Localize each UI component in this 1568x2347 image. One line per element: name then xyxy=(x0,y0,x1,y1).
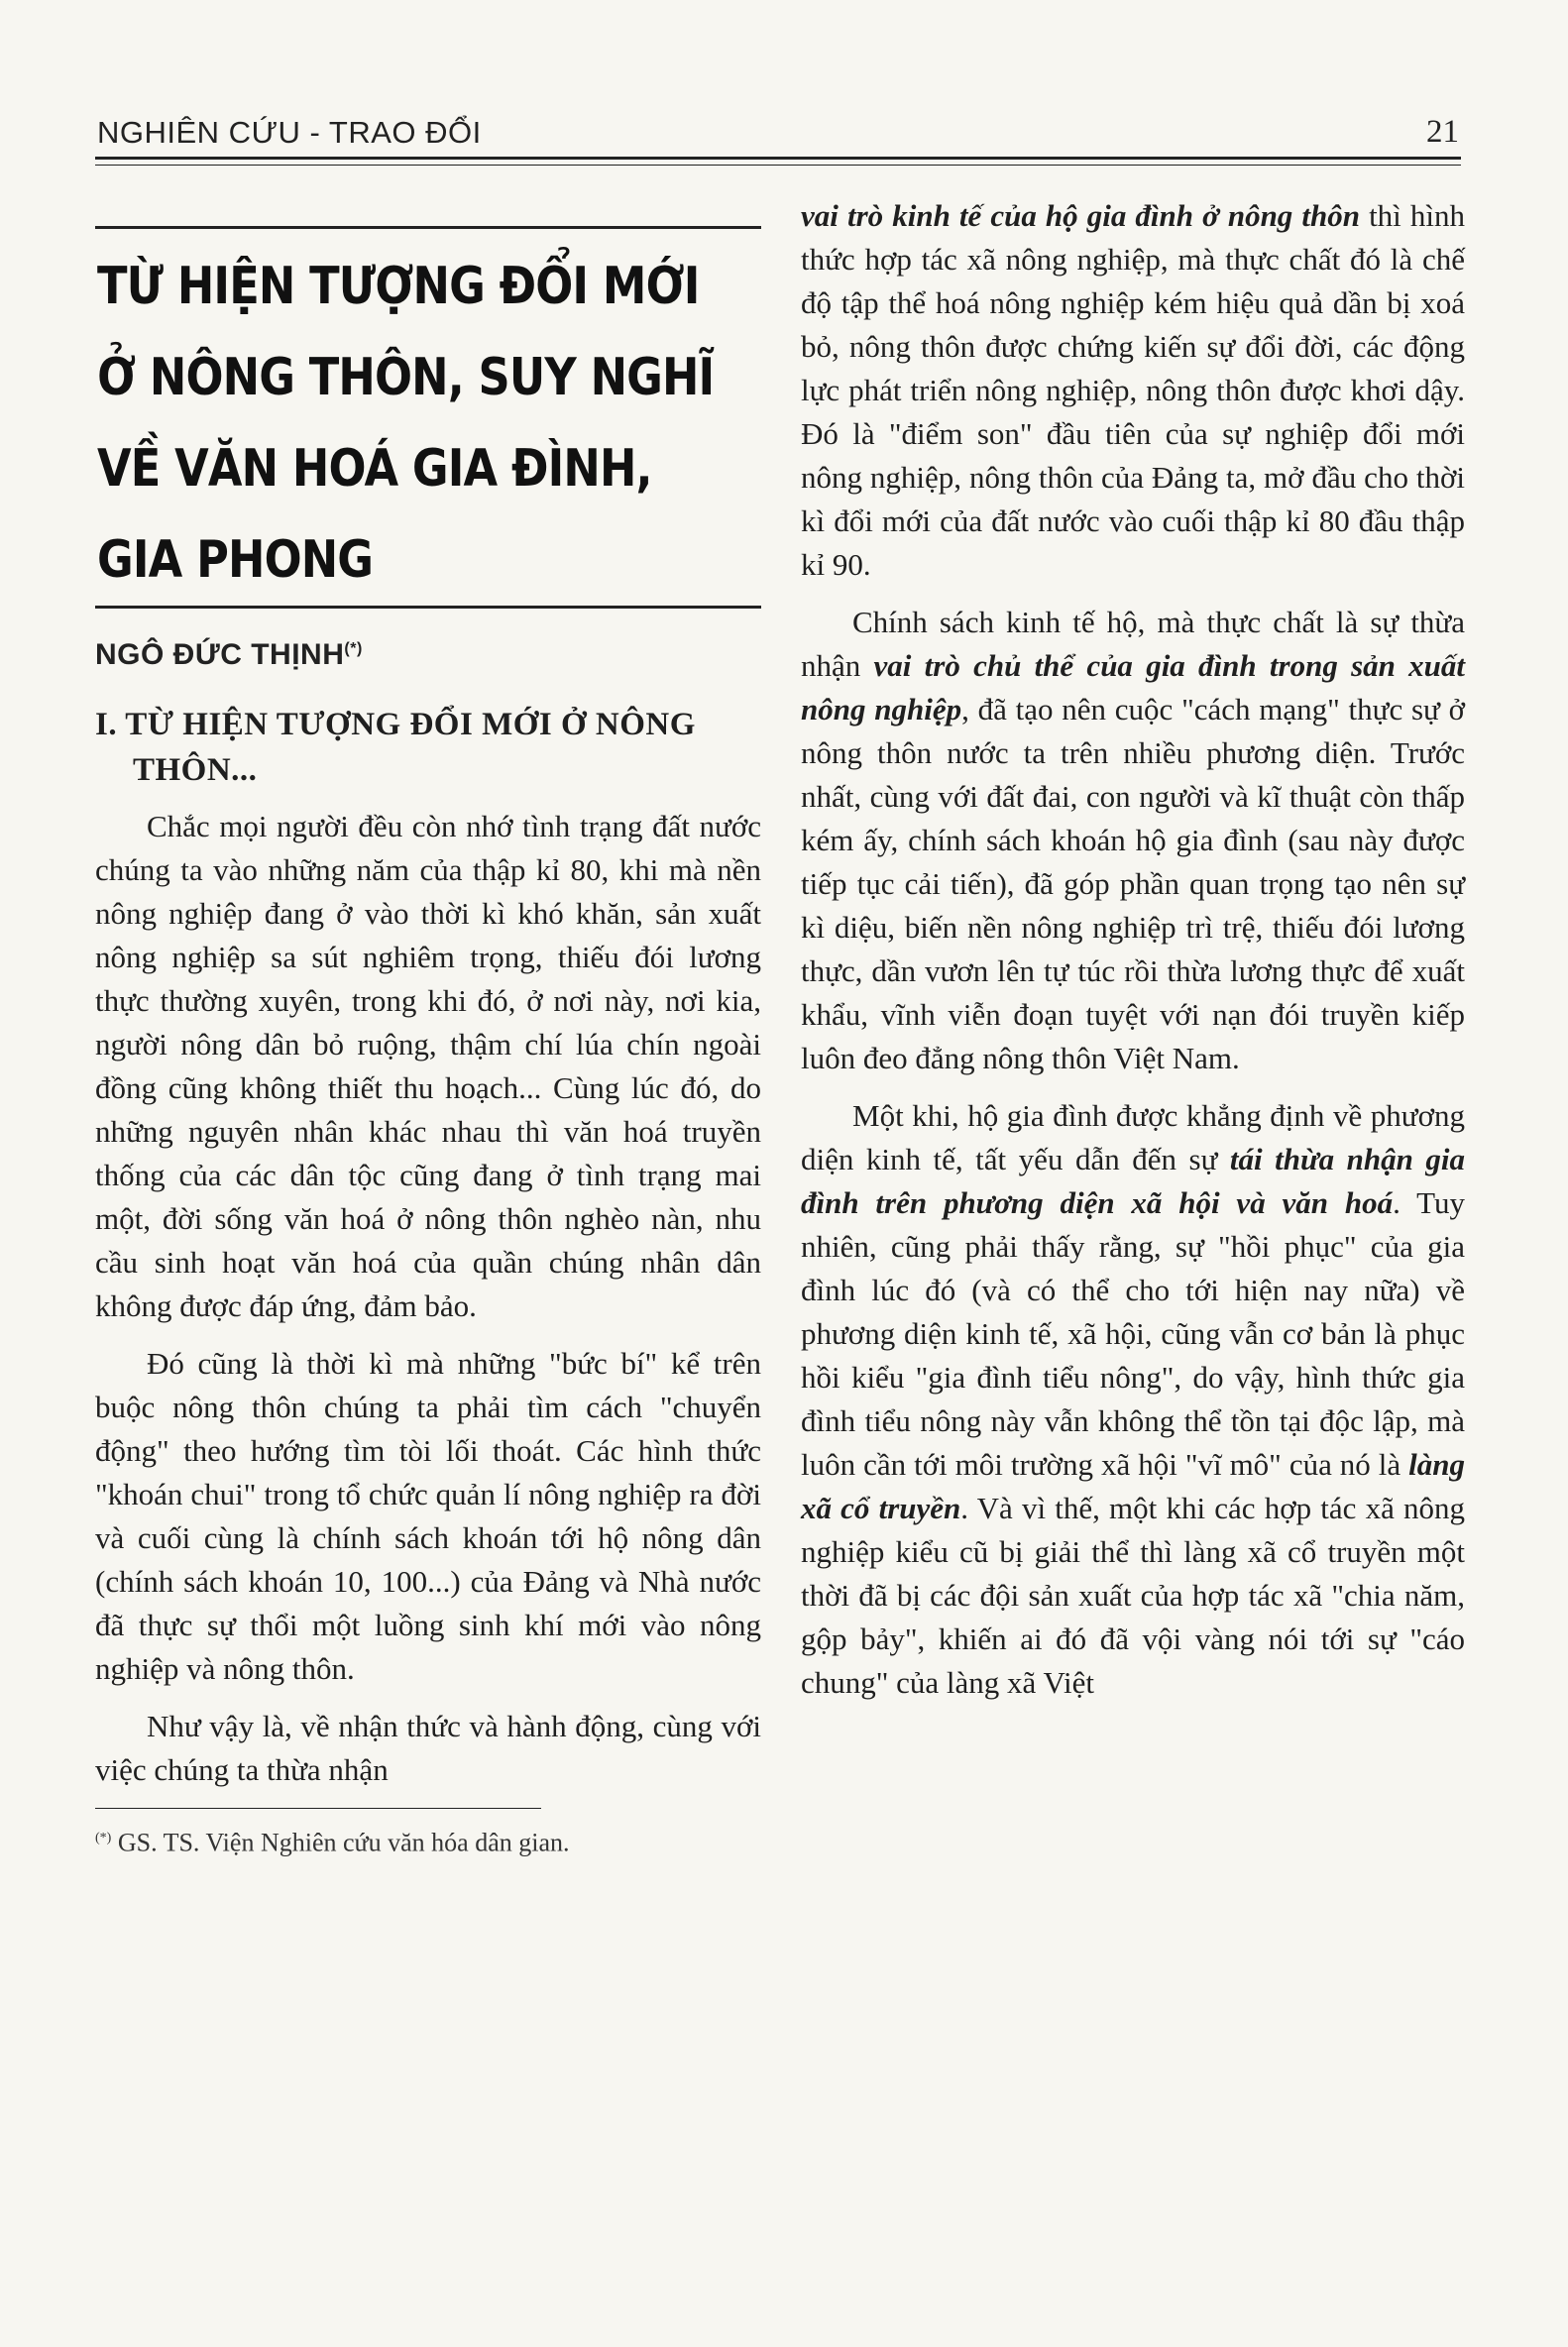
title-line: VỀ VĂN HOÁ GIA ĐÌNH, xyxy=(97,439,652,499)
footnote-text: GS. TS. Viện Nghiên cứu văn hóa dân gian. xyxy=(111,1828,570,1857)
title-bottom-rule xyxy=(95,606,761,609)
paragraph: Như vậy là, về nhận thức và hành động, cùng với việc chúng ta thừa nhận xyxy=(95,1709,761,1787)
right-column xyxy=(801,194,1465,1719)
author-block xyxy=(95,638,761,672)
paragraph xyxy=(801,601,1465,1080)
emphasis-text: tái thừa nhận gia đình trên phương diện xã hội và văn hoá xyxy=(801,1142,1465,1220)
author-name xyxy=(95,638,363,671)
paragraph xyxy=(801,1094,1465,1705)
article-title xyxy=(97,241,779,606)
footnote xyxy=(95,1821,761,1861)
paragraph xyxy=(801,194,1465,587)
emphasis-text: vai trò chủ thể của gia đình trong sản xuất nông nghiệp xyxy=(801,648,1465,726)
title-top-rule xyxy=(95,226,761,229)
footnote-rule xyxy=(95,1808,541,1809)
paragraph-text: . Tuy nhiên, cũng phải thấy rằng, sự "hồi phục" của gia đình lúc đó (và có thể cho tới hiện nay nữa) về phương diện kinh tế, xã hội, cũng vẫn cơ bản là phục hồi kiểu "gia đình tiểu nông", do vậy, hình thức gia đình tiểu nông này vẫn không thể tồn tại độc lập, mà luôn cần tới môi trường xã hội "vĩ mô" của nó là xyxy=(801,1185,1465,1482)
paragraph-text: Một khi, hộ gia đình được khẳng định về phương diện kinh tế, tất yếu dẫn đến sự xyxy=(801,1098,1465,1176)
section-heading: I. TỪ HIỆN TƯỢNG ĐỔI MỚI Ở NÔNG THÔN... xyxy=(95,707,696,788)
author-text: NGÔ ĐỨC THỊNH xyxy=(95,638,345,671)
paragraph-text: , đã tạo nên cuộc "cách mạng" thực sự ở nông thôn nước ta trên nhiều phương diện. Trước nhất, cùng với đất đai, con người và kĩ thuật còn thấp kém ấy, chính sách khoán hộ gia đình (sau này được tiếp tục cải tiến), đã góp phần quan trọng tạo nên sự kì diệu, biến nền nông nghiệp trì trệ, thiếu đói lương thực, dần vươn lên tự túc rồi thừa lương thực để xuất khẩu, vĩnh viễn đoạn tuyệt với nạn đói truyền kiếp luôn đeo đẳng nông thôn Việt Nam. xyxy=(801,692,1465,1075)
page-number: 21 xyxy=(1426,114,1459,150)
paragraph-text: . Và vì thế, một khi các hợp tác xã nông nghiệp kiểu cũ bị giải thể thì làng xã cổ truyền một thời đã bị các đội sản xuất của hợp tác xã "chia năm, gộp bảy", khiến ai đó đã vội vàng nói tới sự "cáo chung" của làng xã Việt xyxy=(801,1491,1465,1700)
title-line: TỪ HIỆN TƯỢNG ĐỔI MỚI xyxy=(97,257,700,316)
author-footnote-marker: (*) xyxy=(344,640,363,657)
emphasis-text: vai trò kinh tế của hộ gia đình ở nông thôn xyxy=(801,198,1360,233)
running-header xyxy=(97,111,1459,151)
paragraph-text: Chính sách kinh tế hộ, mà thực chất là sự thừa nhận xyxy=(801,605,1465,683)
paragraph: Chắc mọi người đều còn nhớ tình trạng đất nước chúng ta vào những năm của thập kỉ 80, khi mà nền nông nghiệp đang ở vào thời kì khó khăn, sản xuất nông nghiệp sa sút nghiêm trọng, thiếu đói lương thực thường xuyên, trong khi đó, ở nơi này, nơi kia, người nông dân bỏ ruộng, thậm chí lúa chín ngoài đồng cũng không thiết thu hoạch... Cùng lúc đó, do những nguyên nhân khác nhau thì văn hoá truyền thống của các dân tộc cũng đang ở tình trạng mai một, đời sống văn hoá ở nông thôn nghèo nàn, nhu cầu sinh hoạt văn hoá của quần chúng nhân dân không được đáp ứng, đảm bảo. xyxy=(95,809,761,1323)
title-line: GIA PHONG xyxy=(97,530,374,590)
title-line: Ở NÔNG THÔN, SUY NGHĨ xyxy=(97,348,715,407)
emphasis-text: làng xã cổ truyền xyxy=(801,1447,1465,1525)
paragraph-text: thì hình thức hợp tác xã nông nghiệp, mà thực chất đó là chế độ tập thể hoá nông nghiệp kém hiệu quả dần bị xoá bỏ, nông thôn được chứng kiến sự đổi đời, các động lực phát triển nông nghiệp, nông thôn được khơi dậy. Đó là "điểm son" đầu tiên của sự nghiệp đổi mới nông nghiệp, nông thôn của Đảng ta, mở đầu cho thời kì đổi mới của đất nước vào cuối thập kỉ 80 đầu thập kỉ 90. xyxy=(801,198,1465,582)
footnote-marker: (*) xyxy=(95,1831,112,1845)
section-name: NGHIÊN CỨU - TRAO ĐỔI xyxy=(97,115,482,150)
left-column xyxy=(95,226,761,1861)
paragraph: Đó cũng là thời kì mà những "bức bí" kể trên buộc nông thôn chúng ta phải tìm cách "chuyển động" theo hướng tìm tòi lối thoát. Các hình thức "khoán chui" trong tổ chức quản lí nông nghiệp ra đời và cuối cùng là chính sách khoán tới hộ nông dân (chính sách khoán 10, 100...) của Đảng và Nhà nước đã thực sự thổi một luồng sinh khí mới vào nông nghiệp và nông thôn. xyxy=(95,1346,761,1686)
header-rule xyxy=(95,157,1461,166)
